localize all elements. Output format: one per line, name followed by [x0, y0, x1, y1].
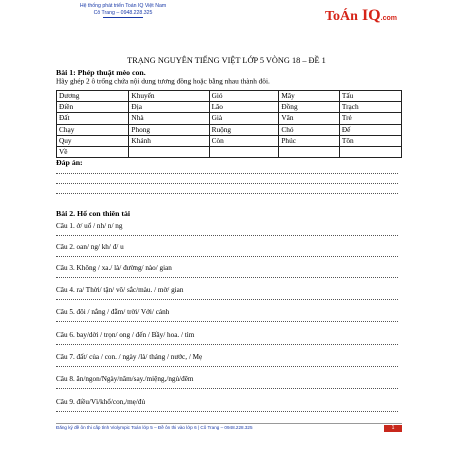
question-item: Câu 4. ra/ Thời/ tận/ vô/ sắc/màu. / mờ/ gian	[56, 286, 184, 294]
bai1-instruction: Hãy ghép 2 ô trống chứa nội dung tương đồng hoặc bằng nhau thành đôi.	[56, 76, 270, 85]
question-item: Câu 6. bay/dời / trọn/ ong / đến / Bầy/ hoa. / tìm	[56, 331, 195, 339]
answer-line	[56, 388, 398, 389]
word-row	[57, 91, 402, 102]
org-line: Hệ thống phát triển Toán IQ Việt Nam	[79, 3, 167, 9]
word-cell	[209, 146, 279, 157]
word-cell: Đế	[339, 124, 401, 135]
word-cell: Phong	[129, 124, 209, 135]
answer-line	[56, 299, 398, 300]
word-row	[57, 124, 402, 135]
word-cell: Chạy	[57, 124, 129, 135]
word-cell: Tôn	[339, 135, 401, 146]
word-cell: Lão	[209, 102, 279, 113]
question-item: Câu 5. đôi / nắng / đẫm/ trời/ Với/ cánh	[56, 308, 170, 316]
word-cell: Điền	[57, 102, 129, 113]
answer-line	[56, 277, 398, 278]
question-item: Câu 9. điều/Vì/khổ/con,/mẹ/đủ	[56, 398, 146, 406]
answer-label: Đáp án:	[56, 158, 83, 167]
word-cell: Trẻ	[339, 113, 401, 124]
word-row	[57, 146, 402, 157]
contact-line: Cô Trang – 0948.228.325	[93, 9, 153, 16]
word-row	[57, 102, 402, 113]
answer-line-2	[56, 183, 398, 184]
answer-line	[56, 411, 398, 412]
logo	[325, 7, 397, 25]
question-item: Câu 7. đất/ của / con. / ngày /là/ tháng / nước, / Mẹ	[56, 353, 203, 361]
word-cell: Chó	[279, 124, 340, 135]
word-cell: Ruộng	[209, 124, 279, 135]
answer-line	[56, 366, 398, 367]
footer-text: Đăng ký đề ôn thi cấp tỉnh Violympic Toán lớp 5 – Đề ôn thi vào lớp 6 | Cô Trang – 0948.228.325	[56, 425, 253, 430]
word-cell: Về	[57, 146, 129, 157]
footer	[56, 423, 402, 433]
logo-part3: .com	[380, 15, 397, 22]
word-cell	[339, 146, 401, 157]
word-cell: Gió	[209, 91, 279, 102]
answer-line	[56, 344, 398, 345]
answer-line	[56, 235, 398, 236]
word-cell: Đồng	[279, 102, 340, 113]
word-cell: Khánh	[129, 135, 209, 146]
word-cell: Mây	[279, 91, 340, 102]
question-item: Câu 1. ở/ uổ / nh/ n/ ng	[56, 222, 123, 230]
question-item: Câu 2. oan/ ng/ kh/ đ/ u	[56, 243, 124, 251]
logo-part2: IQ	[361, 7, 381, 24]
bai1-heading: Bài 1: Phép thuật mèo con.	[56, 68, 146, 77]
word-cell: Dương	[57, 91, 129, 102]
page-number: 1	[384, 425, 402, 432]
answer-line-3	[56, 193, 398, 194]
header-org	[58, 3, 188, 18]
page-title: TRẠNG NGUYÊN TIẾNG VIỆT LỚP 5 VÒNG 18 – ĐỀ 1	[127, 56, 326, 65]
bai2-heading: Bài 2. Hổ con thiên tài	[56, 209, 131, 218]
word-cell: Phúc	[279, 135, 340, 146]
answer-line-1	[56, 173, 398, 174]
word-cell: Vân	[279, 113, 340, 124]
word-cell: Nhà	[129, 113, 209, 124]
word-cell: Khuyển	[129, 91, 209, 102]
logo-part1: ToÁn	[325, 9, 358, 24]
word-cell	[279, 146, 340, 157]
word-cell: Quy	[57, 135, 129, 146]
word-row	[57, 135, 402, 146]
header-rule	[103, 17, 143, 18]
word-cell: Địa	[129, 102, 209, 113]
word-row	[57, 113, 402, 124]
word-table	[56, 90, 402, 158]
word-cell	[129, 146, 209, 157]
answer-line	[56, 256, 398, 257]
word-cell: Còn	[209, 135, 279, 146]
answer-line	[56, 321, 398, 322]
question-item: Câu 3. Không / xa./ là/ đường/ nào/ gian	[56, 264, 172, 272]
word-cell: Tấu	[339, 91, 401, 102]
question-item: Câu 8. ăn/ngon/Ngày/năm/say./miệng,/ngủ/đêm	[56, 375, 194, 383]
word-cell: Già	[209, 113, 279, 124]
word-cell: Trạch	[339, 102, 401, 113]
word-cell: Đất	[57, 113, 129, 124]
